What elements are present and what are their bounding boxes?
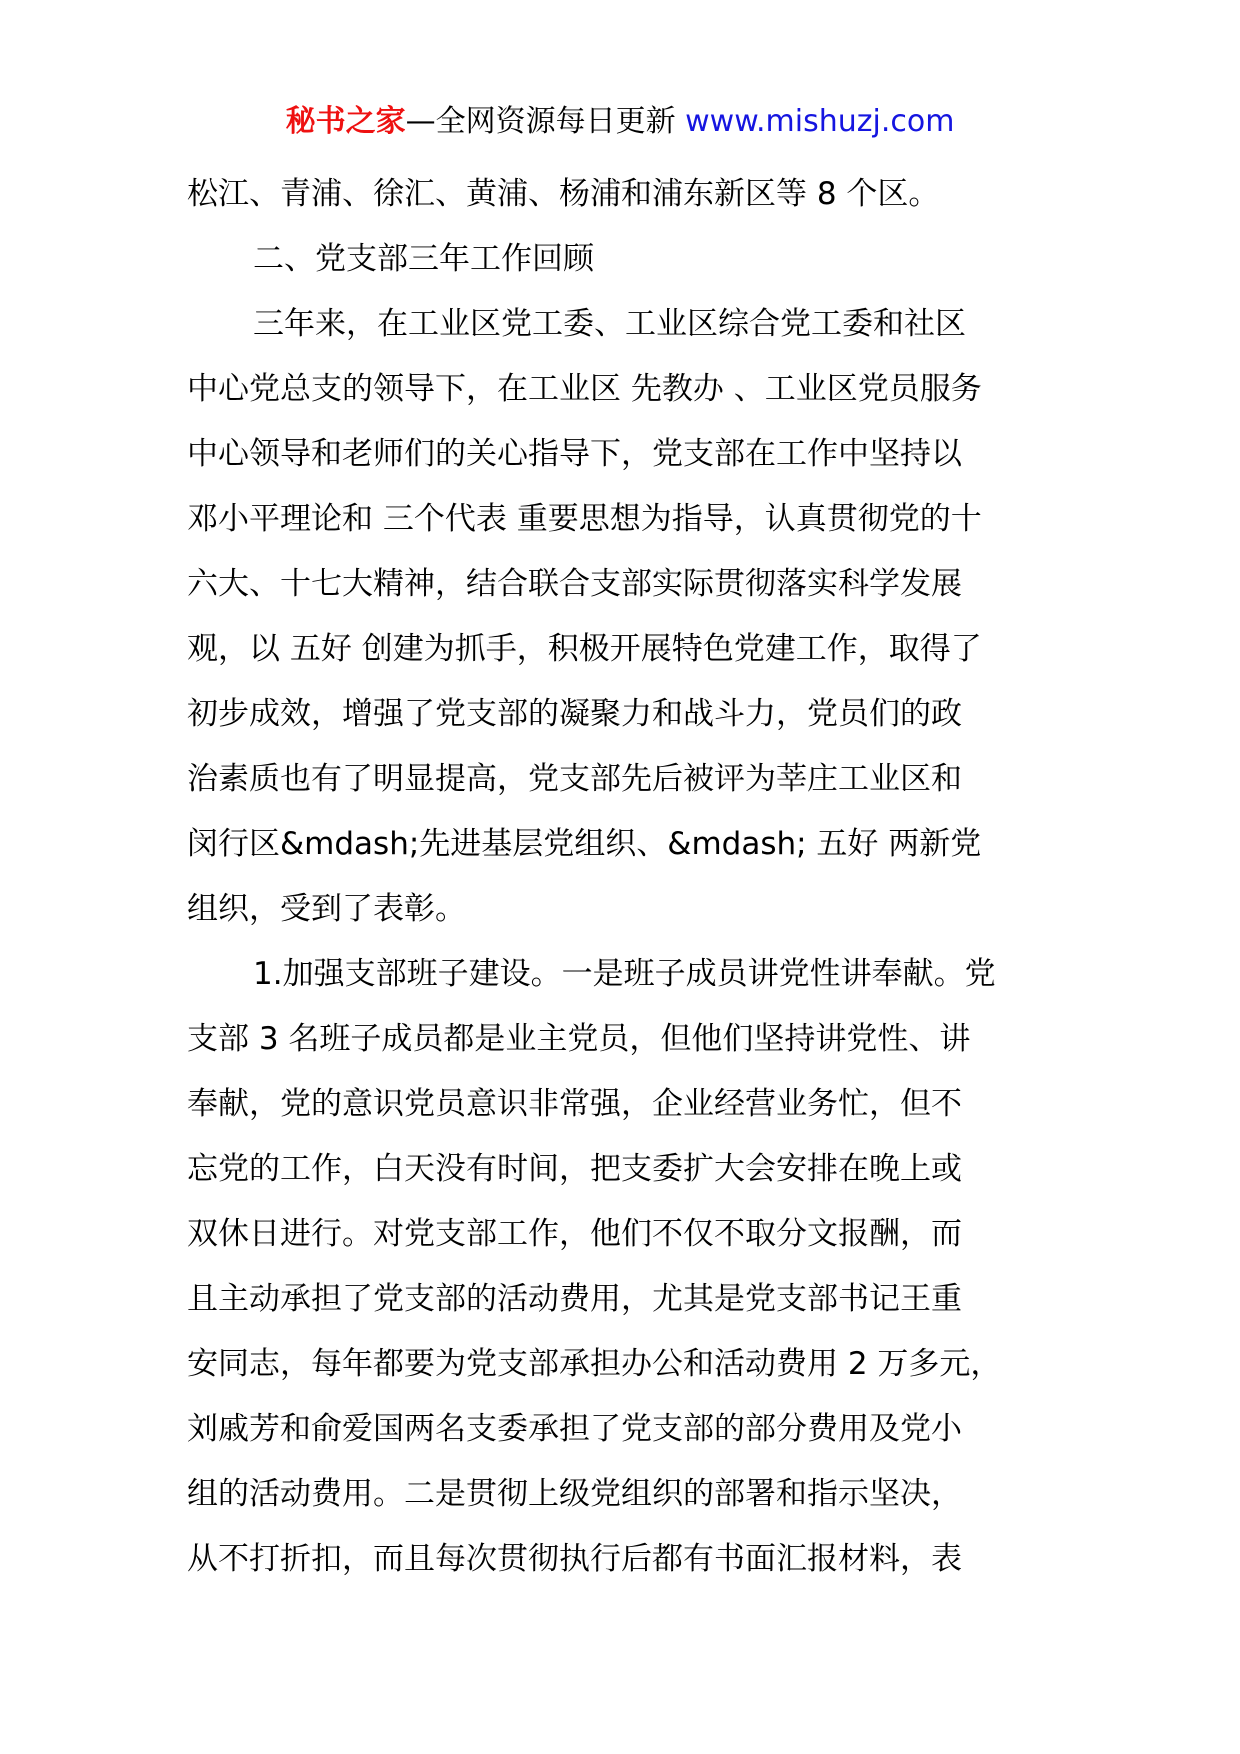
text-line: 组织，受到了表彰。 (187, 891, 466, 927)
text-line: 治素质也有了明显提高，党支部先后被评为莘庄工业区和 (187, 761, 962, 797)
text-line: 1.加强支部班子建设。一是班子成员讲党性讲奉献。党 (253, 956, 996, 992)
text-line: 松江、青浦、徐汇、黄浦、杨浦和浦东新区等 8 个区。 (187, 176, 940, 212)
text-line: 观，以 五好 创建为抓手，积极开展特色党建工作，取得了 (187, 631, 982, 667)
site-slogan: —全网资源每日更新 (405, 104, 676, 139)
text-line: 双休日进行。对党支部工作，他们不仅不取分文报酬，而 (187, 1216, 962, 1252)
text-line: 组的活动费用。二是贯彻上级党组织的部署和指示坚决， (187, 1476, 962, 1512)
text-line: 三年来，在工业区党工委、工业区综合党工委和社区 (253, 306, 966, 342)
text-line: 闵行区&mdash;先进基层党组织、&mdash; 五好 两新党 (187, 826, 982, 862)
text-line: 邓小平理论和 三个代表 重要思想为指导，认真贯彻党的十 (187, 501, 982, 537)
text-line: 奉献，党的意识党员意识非常强，企业经营业务忙，但不 (187, 1086, 962, 1122)
text-line: 安同志，每年都要为党支部承担办公和活动费用 2 万多元， (187, 1346, 1002, 1382)
text-line: 六大、十七大精神，结合联合支部实际贯彻落实科学发展 (187, 566, 962, 602)
text-line: 支部 3 名班子成员都是业主党员，但他们坚持讲党性、讲 (187, 1021, 971, 1057)
text-line: 从不打折扣，而且每次贯彻执行后都有书面汇报材料，表 (187, 1541, 962, 1577)
text-line: 初步成效，增强了党支部的凝聚力和战斗力，党员们的政 (187, 696, 962, 732)
text-line: 中心领导和老师们的关心指导下，党支部在工作中坚持以 (187, 436, 962, 472)
section-heading: 二、党支部三年工作回顾 (253, 241, 594, 277)
document-body (187, 162, 1087, 1592)
site-url-link[interactable]: www.mishuzj.com (685, 104, 955, 139)
text-line: 中心党总支的领导下，在工业区 先教办 、工业区党员服务 (187, 371, 982, 407)
text-line: 忘党的工作，白天没有时间，把支委扩大会安排在晚上或 (187, 1151, 962, 1187)
site-brand: 秘书之家 (285, 104, 406, 139)
site-header (0, 102, 1240, 142)
text-line: 刘戚芳和俞爱国两名支委承担了党支部的部分费用及党小 (187, 1411, 962, 1447)
text-line: 且主动承担了党支部的活动费用，尤其是党支部书记王重 (187, 1281, 962, 1317)
